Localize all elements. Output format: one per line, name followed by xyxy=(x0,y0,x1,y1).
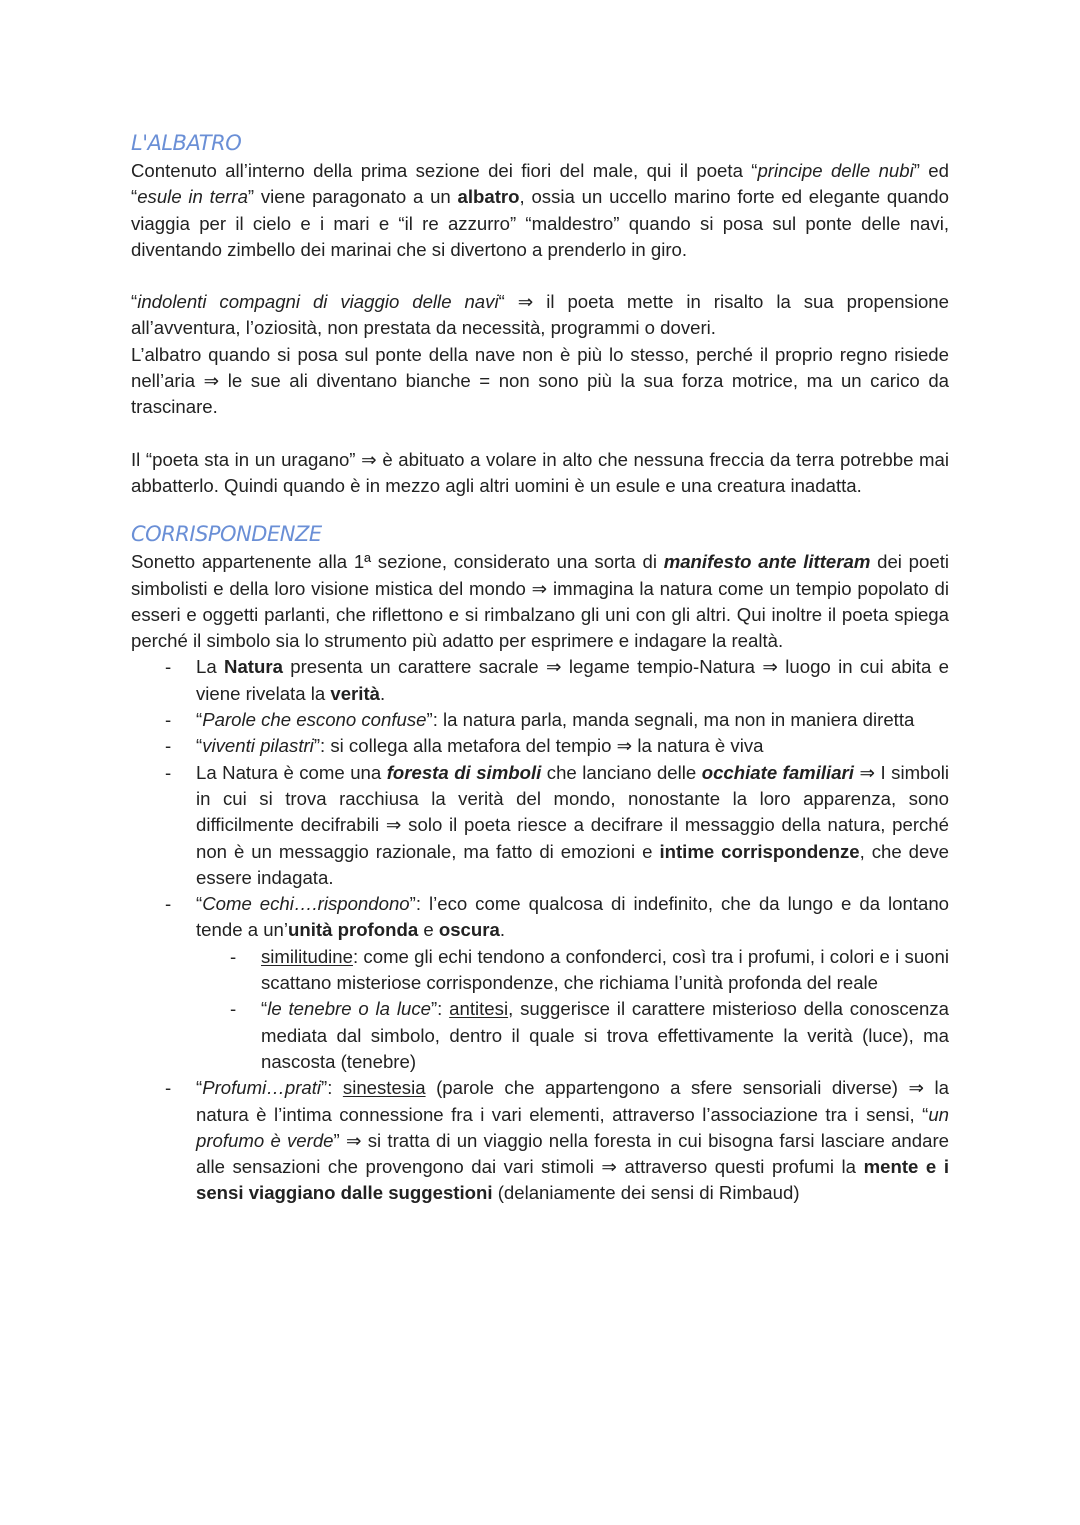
sub-list-item: - similitudine: come gli echi tendono a confonderci, così tra i profumi, i colori e i suoni scattano misteriose corrispondenze, che richiama l’unità profonda del reale xyxy=(230,945,949,994)
albatro-paragraph-4: Il “poeta sta in un uragano” ⇒ è abituato a volare in alto che nessuna freccia da terra potrebbe mai abbatterlo. Quindi quando è in mezzo agli altri uomini è un esule e una creatura inadatta. xyxy=(131,448,949,496)
list-item: - “Profumi…prati”: sinestesia (parole che appartengono a sfere sensoriali diverse) ⇒ la natura è l’intima connessione fra i vari elementi, attraverso l’associazione tra i sensi, “un profumo è verde” ⇒ si tratta di un viaggio nella foresta in cui bisogna farsi lasciare andare alle sensazioni che provengono dai vari stimoli ⇒ attraverso questi profumi la mente e i sensi viaggiano dalle suggestioni (delaniamente dei sensi di Rimbaud) xyxy=(165,1077,949,1204)
section-title-corrispondenze: CORRISPONDENZE xyxy=(131,522,322,547)
list-item: - “Come echi….rispondono”: l’eco come qualcosa di indefinito, che da lungo e da lontano tende a un’unità profonda e oscura. xyxy=(165,893,950,941)
albatro-paragraph-2: “indolenti compagni di viaggio delle navi“ ⇒ il poeta mette in risalto la sua propensione all’avventura, l’oziosità, non prestata da necessità, programmi o doveri. xyxy=(131,291,949,339)
section-title-albatro: L'ALBATRO xyxy=(131,131,242,155)
list-item: - “viventi pilastri”: si collega alla metafora del tempio ⇒ la natura è viva xyxy=(165,735,764,757)
albatro-paragraph-1: Contenuto all’interno della prima sezione dei fiori del male, qui il poeta “principe delle nubi” ed “esule in terra” viene paragonato a un albatro, ossia un uccello marino forte ed elegante quando viaggia per il cielo e i mari e “il re azzurro” “maldestro” quando si posa sul ponte delle navi, diventando zimbello dei marinai che si divertono a prenderlo in giro. xyxy=(131,160,949,260)
list-item: - “Parole che escono confuse”: la natura parla, manda segnali, ma non in maniera diretta xyxy=(165,709,915,731)
corrispondenze-intro: Sonetto appartenente alla 1ª sezione, considerato una sorta di manifesto ante litteram dei poeti simbolisti e della loro visione mistica del mondo ⇒ immagina la natura come un tempio popolato di esseri e oggetti parlanti, che riflettono e si rimbalzano gli uni con gli altri. Qui inoltre il poeta spiega perché il simbolo sia lo strumento più adatto per esprimere e indagare la realtà. xyxy=(131,551,949,652)
sub-list-item: - “le tenebre o la luce”: antitesi, suggerisce il carattere misterioso della conoscenza mediata dal simbolo, dentro il quale si trova effettivamente la verità (luce), ma nascosta (tenebre) xyxy=(230,998,949,1072)
corrispondenze-list xyxy=(131,654,949,1206)
list-item: - La Natura è come una foresta di simboli che lanciano delle occhiate familiari ⇒ I simboli in cui si trova racchiusa la verità del mondo, nonostante la loro apparenza, sono difficilmente decifrabili ⇒ solo il poeta riesce a decifrare il messaggio della natura, perché non è un messaggio razionale, ma fatto di emozioni e intime corrispondenze, che deve essere indagata. xyxy=(165,761,950,888)
albatro-paragraph-3: L’albatro quando si posa sul ponte della nave non è più lo stesso, perché il proprio regno risiede nell’aria ⇒ le sue ali diventano bianche = non sono più la sua forza motrice, ma un carico da trascinare. xyxy=(131,343,949,418)
list-item: - La Natura presenta un carattere sacrale ⇒ legame tempio-Natura ⇒ luogo in cui abita e viene rivelata la verità. xyxy=(165,656,949,704)
document-page xyxy=(131,128,949,1207)
